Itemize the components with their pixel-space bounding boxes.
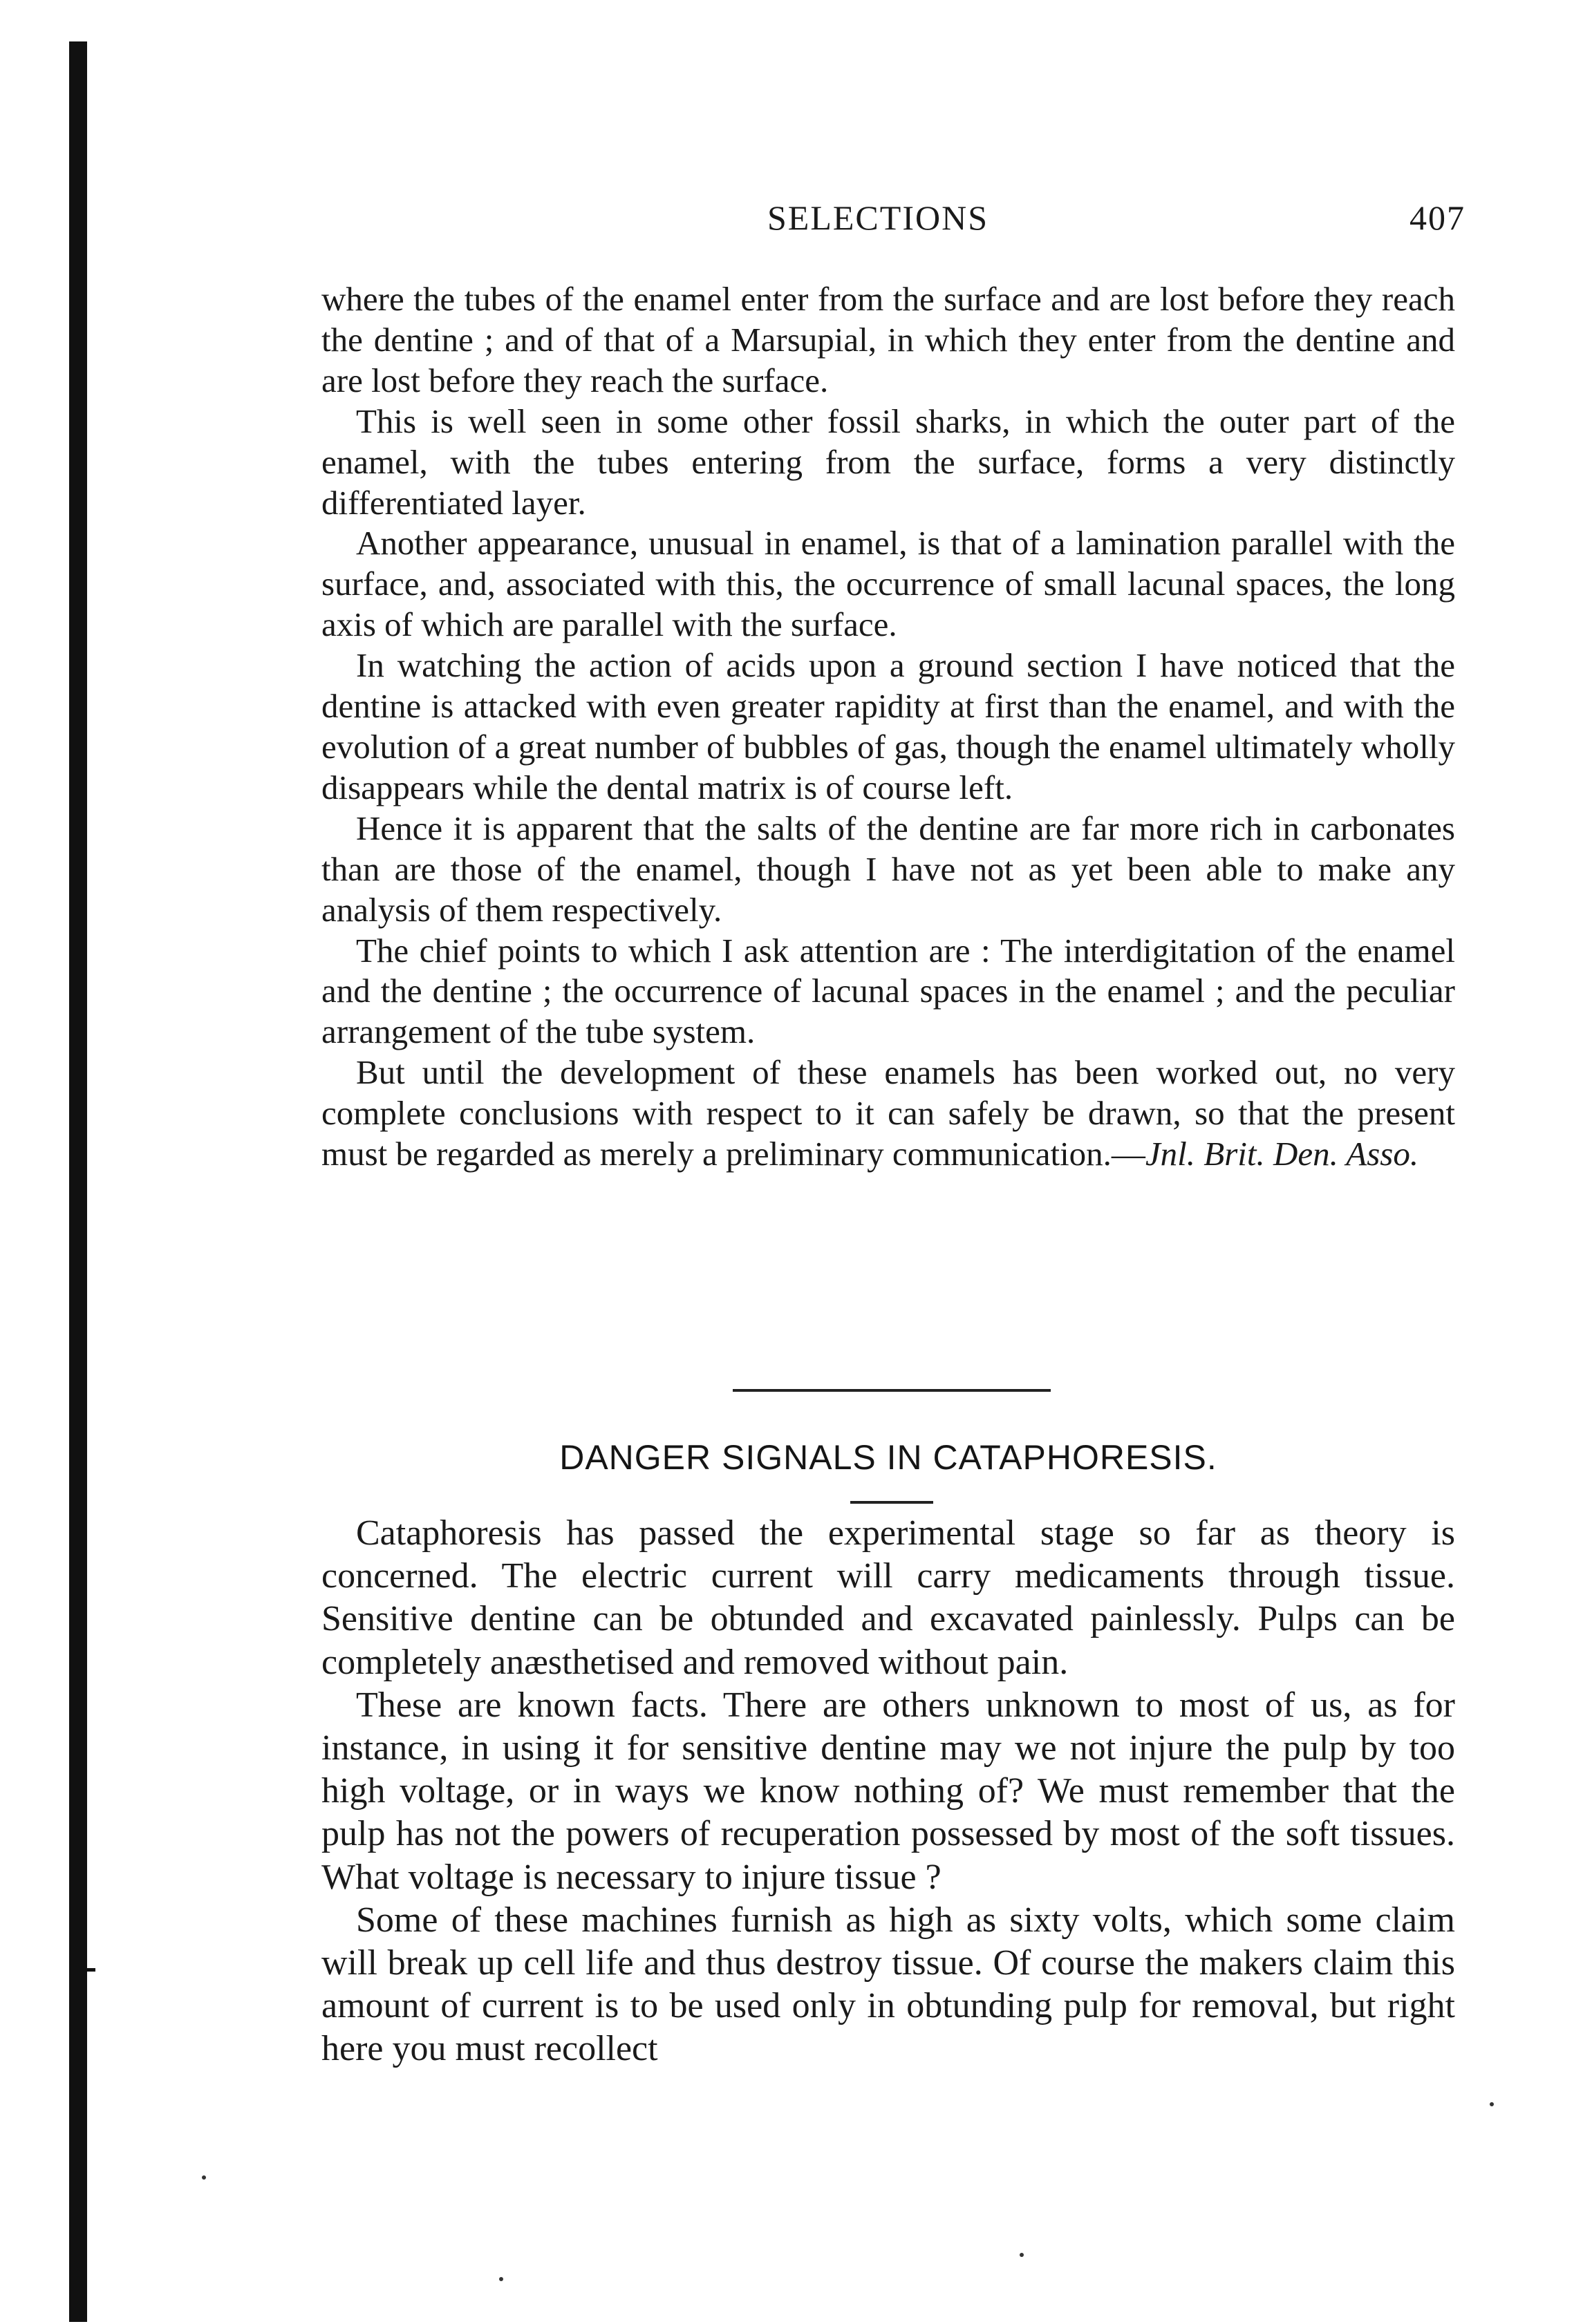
paragraph: Cataphoresis has passed the experimental stage so far as theory is concerned. The electric current will carry medicaments through tissue. Sensitive dentine can be obtunded and excavated painlessly. Pulps can be completely anæsthetised and removed without pain. xyxy=(321,1513,1455,1682)
margin-mark xyxy=(87,1968,95,1972)
scan-speck xyxy=(1020,2253,1024,2257)
running-head xyxy=(325,198,1465,246)
paragraph: Another appearance, unusual in enamel, is that of a lamination parallel with the surface, and, associated with this, the occurrence of small lacunal spaces, the long axis of which are parallel with the surface. xyxy=(321,524,1455,644)
upper-text-block xyxy=(321,279,1455,1175)
paragraph: Hence it is apparent that the salts of the dentine are far more rich in carbonates than are those of the enamel, though I have not as yet been able to make any analysis of them respectively. xyxy=(321,809,1455,929)
paragraph: where the tubes of the enamel enter from the surface and are lost before they reach the dentine ; and of that of a Marsupial, in which they enter from the dentine and are lost before they reach the surface. xyxy=(321,280,1455,399)
paragraph: The chief points to which I ask attention are : The interdigitation of the enamel and the dentine ; the occurrence of lacunal spaces in the enamel ; and the peculiar arrangement of the tube system. xyxy=(321,931,1455,1051)
heading-rule xyxy=(850,1501,933,1504)
running-title: SELECTIONS xyxy=(767,198,989,237)
section-divider xyxy=(733,1389,1051,1392)
scan-speck xyxy=(499,2277,503,2281)
paragraph: In watching the action of acids upon a ground section I have noticed that the dentine is attacked with even greater rapidity at first than the enamel, and with the evolution of a great number of bubbles of gas, though the enamel ultimately wholly disappears while the dental matrix is of course left. xyxy=(321,646,1455,806)
closing-paragraph xyxy=(321,1052,1455,1175)
paragraph: Some of these machines furnish as high as sixty volts, which some claim will break up cell life and thus destroy tissue. Of course the makers claim this amount of current is to be used only in obtunding pulp for removal, but right here you must recollect xyxy=(321,1900,1455,2069)
lower-text-block xyxy=(321,1512,1455,2071)
section-heading: DANGER SIGNALS IN CATAPHORESIS. xyxy=(559,1438,1217,1477)
paragraph: These are known facts. There are others unknown to most of us, as for instance, in using it for sensitive dentine may we not injure the pulp by too high voltage, or in ways we know nothing of? We must remember that the pulp has not the powers of recuperation possessed by most of the soft tissues. What voltage is necessary to injure tissue ? xyxy=(321,1685,1455,1897)
paragraph: This is well seen in some other fossil sharks, in which the outer part of the enamel, with the tubes entering from the surface, forms a very distinctly differentiated layer. xyxy=(321,401,1455,522)
page-number: 407 xyxy=(1409,198,1465,237)
page-spine-shadow xyxy=(69,41,87,2322)
scan-speck xyxy=(1490,2102,1494,2106)
scan-speck xyxy=(202,2175,206,2180)
citation: Jnl. Brit. Den. Asso. xyxy=(1145,1135,1419,1173)
closing-paragraph-text: But until the development of these enamels has been worked out, no very complete conclusions with respect to it can safely be drawn, so that the present must be regarded as merely a preliminary communication.— xyxy=(321,1053,1455,1173)
